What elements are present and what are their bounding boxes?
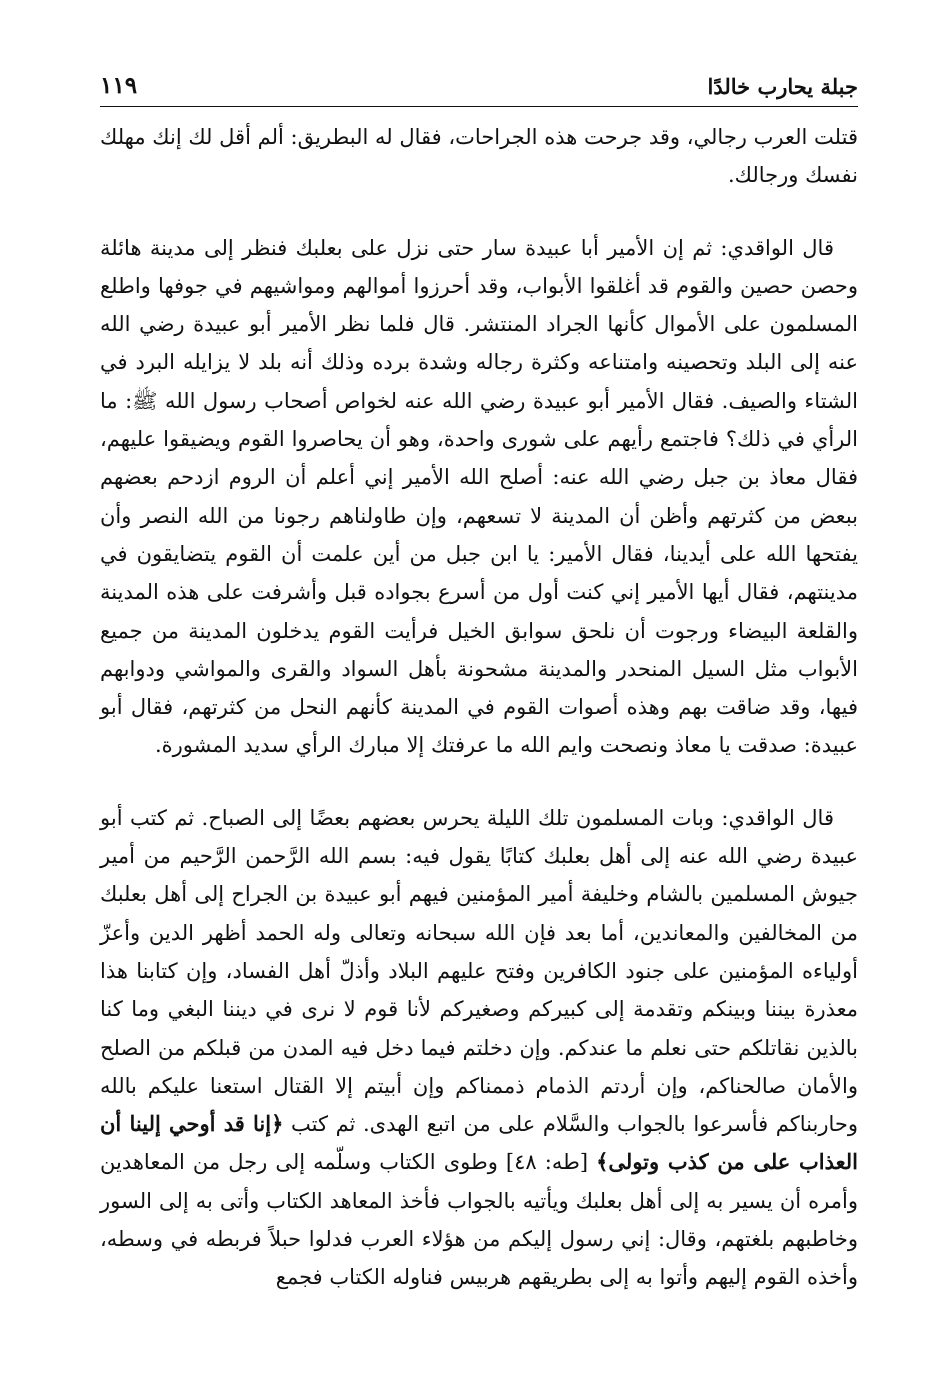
paragraph-1: قتلت العرب رجالي، وقد جرحت هذه الجراحات، فقال له البطريق: ألم أقل لك إنك مهلك نفسك ورجالك. xyxy=(100,125,858,188)
running-title: جبلة يحارب خالدًا xyxy=(707,74,858,99)
paragraph-2: قال الواقدي: ثم إن الأمير أبا عبيدة سار حتى نزل على بعلبك فنظر إلى مدينة هائلة وحصن حصين والقوم قد أغلقوا الأبواب، وقد أحرزوا أموالهم ومواشيهم في جوفها واطلع المسلمون على الأموال كأنها الجراد المنتشر. قال فلما نظر الأمير أبو عبيدة رضي الله عنه إلى البلد وتحصينه وامتناعه وكثرة رجاله وشدة برده وذلك أنه بلد لا يزايله البرد في الشتاء والصيف. فقال الأمير أبو عبيدة رضي الله عنه لخواص أصحاب رسول الله ﷺ: ما الرأي في ذلك؟ فاجتمع رأيهم على شورى واحدة، وهو أن يحاصروا القوم ويضيقوا عليهم، فقال معاذ بن جبل رضي الله عنه: أصلح الله الأمير إني أعلم أن الروم ازدحم بعضهم ببعض من كثرتهم وأظن أن المدينة لا تسعهم، وإن طاولناهم رجونا من الله النصر وأن يفتحها الله على أيدينا، فقال الأمير: يا ابن جبل من أين علمت أن القوم يتضايقون في مدينتهم، فقال أيها الأمير إني كنت أول من أسرع بجواده قبل وأشرفت على هذه المدينة والقلعة البيضاء ورجوت أن نلحق سوابق الخيل فرأيت القوم يدخلون المدينة من جميع الأبواب مثل السيل المنحدر والمدينة مشحونة بأهل السواد والقرى والمواشي ودوابهم فيها، وقد ضاقت بهم وهذه أصوات القوم في المدينة كأنهم النحل من كثرتهم، فقال أبو عبيدة: صدقت يا معاذ ونصحت وايم الله ما عرفتك إلا مبارك الرأي سديد المشورة. xyxy=(100,235,859,758)
page-header xyxy=(100,70,858,107)
page-number: ١١٩ xyxy=(100,72,138,99)
body-text xyxy=(100,118,858,1297)
paragraph-3-text-after: [طه: ٤٨] وطوى الكتاب وسلّمه إلى رجل من المعاهدين وأمره أن يسير به إلى أهل بعلبك ويأتيه بالجواب فأخذ المعاهد الكتاب وأتى به إلى السور وخاطبهم بلغتهم، وقال: إني رسول إليكم من هؤلاء العرب فدلوا حبلاً فربطه في وسطه، وأخذه القوم إليهم وأتوا به إلى بطريقهم هربيس فناوله الكتاب فجمع xyxy=(100,1150,858,1290)
quran-verse: ﴿إنا قد أوحي إلينا أن العذاب على من كذب وتولى﴾ xyxy=(100,1111,859,1175)
paragraph-3 xyxy=(100,799,858,1297)
paragraph-3-text-before: قال الواقدي: وبات المسلمون تلك الليلة يحرس بعضهم بعضًا إلى الصباح. ثم كتب أبو عبيدة رضي الله عنه إلى أهل بعلبك كتابًا يقول فيه: بسم الله الرَّحمن الرَّحيم من أمير جيوش المسلمين بالشام وخليفة أمير المؤمنين فيهم أبو عبيدة بن الجراح إلى أهل بعلبك من المخالفين والمعاندين، أما بعد فإن الله سبحانه وتعالى وله الحمد أظهر الدين وأعزّ أولياءه المؤمنين على جنود الكافرين وفتح عليهم البلاد وأذلّ أهل الفساد، وإن كتابنا هذا معذرة بيننا وبينكم وتقدمة إلى كبيركم وصغيركم لأنا قوم لا نرى في ديننا البغي وما كنا بالذين نقاتلكم حتى نعلم ما عندكم. وإن دخلتم فيما دخل فيه المدن من قبلكم من الصلح والأمان صالحناكم، وإن أردتم الذمام ذممناكم وإن أبيتم إلا القتال استعنا عليكم بالله وحاربناكم فأسرعوا بالجواب والسَّلام على من اتبع الهدى. ثم كتب xyxy=(100,805,858,1137)
